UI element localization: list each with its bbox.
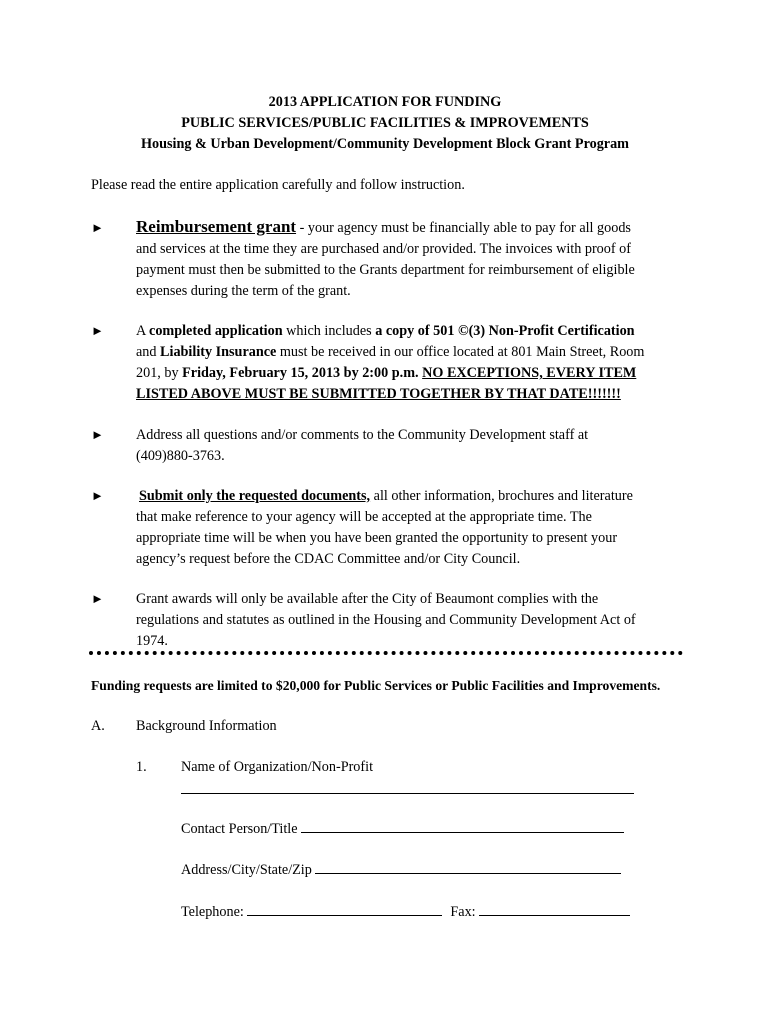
bullet1-line3: payment must then be submitted to the Grants department for reimbursement of eligible — [136, 262, 635, 278]
bullet1-line4: expenses during the term of the grant. — [136, 283, 351, 299]
bullet2-text: must be received in our office located at 801 Main Street, Room — [276, 344, 645, 360]
bullet1-text: - your agency must be financially able to pay for all goods — [296, 220, 631, 236]
bullet1-line1 — [136, 217, 631, 238]
contact-row — [181, 818, 624, 839]
bullet2-line1 — [136, 321, 635, 341]
fax-field[interactable] — [479, 901, 630, 916]
item1-number: 1. — [136, 759, 147, 775]
bullet1-heading: Reimbursement grant — [136, 217, 297, 236]
bullet-arrow-icon: ► — [91, 427, 104, 442]
bullet5-line1: Grant awards will only be available after the City of Beaumont complies with the — [136, 591, 599, 607]
bullet-arrow-icon: ► — [91, 220, 104, 235]
title-line-1: 2013 APPLICATION FOR FUNDING — [268, 94, 502, 110]
bullet3-line2: (409)880-3763. — [136, 448, 225, 464]
bullet1-line2: and services at the time they are purchased and/or provided. The invoices with proof of — [136, 241, 631, 257]
bullet-arrow-icon: ► — [91, 323, 104, 338]
bullet4-line2: that make reference to your agency will be accepted at the appropriate time. The — [136, 509, 592, 525]
section-a-title: Background Information — [136, 718, 277, 734]
bullet-arrow-icon: ► — [91, 488, 104, 503]
bullet4-text: all other information, brochures and literature — [370, 488, 633, 504]
intro-text: Please read the entire application carefully and follow instruction. — [91, 177, 465, 193]
contact-label: Contact Person/Title — [181, 821, 298, 837]
bullet2-emphasis: Liability Insurance — [160, 344, 277, 360]
bullet2-text: and — [136, 344, 161, 360]
bullet2-emphasis: completed application — [149, 323, 283, 339]
telephone-field[interactable] — [247, 901, 442, 916]
bullet2-line3 — [136, 363, 636, 383]
bullet4-line1 — [136, 486, 633, 506]
section-a-letter: A. — [91, 718, 105, 734]
bullet3-line1: Address all questions and/or comments to the Community Development staff at — [136, 427, 589, 443]
title-line-3: Housing & Urban Development/Community Development Block Grant Program — [141, 136, 629, 152]
address-label: Address/City/State/Zip — [181, 862, 312, 878]
bullet2-emphasis: a copy of 501 ©(3) Non-Profit Certification — [375, 323, 635, 339]
item1-label: Name of Organization/Non-Profit — [181, 759, 374, 775]
bullet2-warning-line: LISTED ABOVE MUST BE SUBMITTED TOGETHER BY THAT DATE!!!!!!! — [136, 386, 621, 402]
contact-field[interactable] — [301, 818, 624, 833]
bullet4-line4: agency’s request before the CDAC Committee and/or City Council. — [136, 551, 521, 567]
bullet4-lead: Submit only the requested documents, — [139, 488, 371, 504]
bullet2-deadline: Friday, February 15, 2013 by 2:00 p.m. — [182, 365, 419, 381]
bullet4-line3: appropriate time will be when you have been granted the opportunity to present your — [136, 530, 618, 546]
dotted-divider — [89, 651, 683, 655]
telephone-label: Telephone: — [181, 904, 244, 920]
bullet2-warning: NO EXCEPTIONS, EVERY ITEM — [422, 365, 637, 381]
address-row — [181, 859, 621, 880]
title-line-2: PUBLIC SERVICES/PUBLIC FACILITIES & IMPROVEMENTS — [181, 115, 589, 131]
address-field[interactable] — [315, 859, 621, 874]
bullet2-text: 201, by — [136, 365, 183, 381]
bullet2-text: A — [136, 323, 150, 339]
bullet5-line3: 1974. — [136, 633, 168, 649]
organization-name-field[interactable] — [181, 779, 634, 794]
bullet-arrow-icon: ► — [91, 591, 104, 606]
bullet2-text: which includes — [282, 323, 376, 339]
phone-row — [181, 901, 630, 922]
bullet5-line2: regulations and statutes as outlined in the Housing and Community Development Act of — [136, 612, 636, 628]
fax-label: Fax: — [450, 904, 476, 920]
bullet2-line2 — [136, 342, 644, 362]
funding-note: Funding requests are limited to $20,000 for Public Services or Public Facilities and Improvements. — [91, 678, 661, 693]
